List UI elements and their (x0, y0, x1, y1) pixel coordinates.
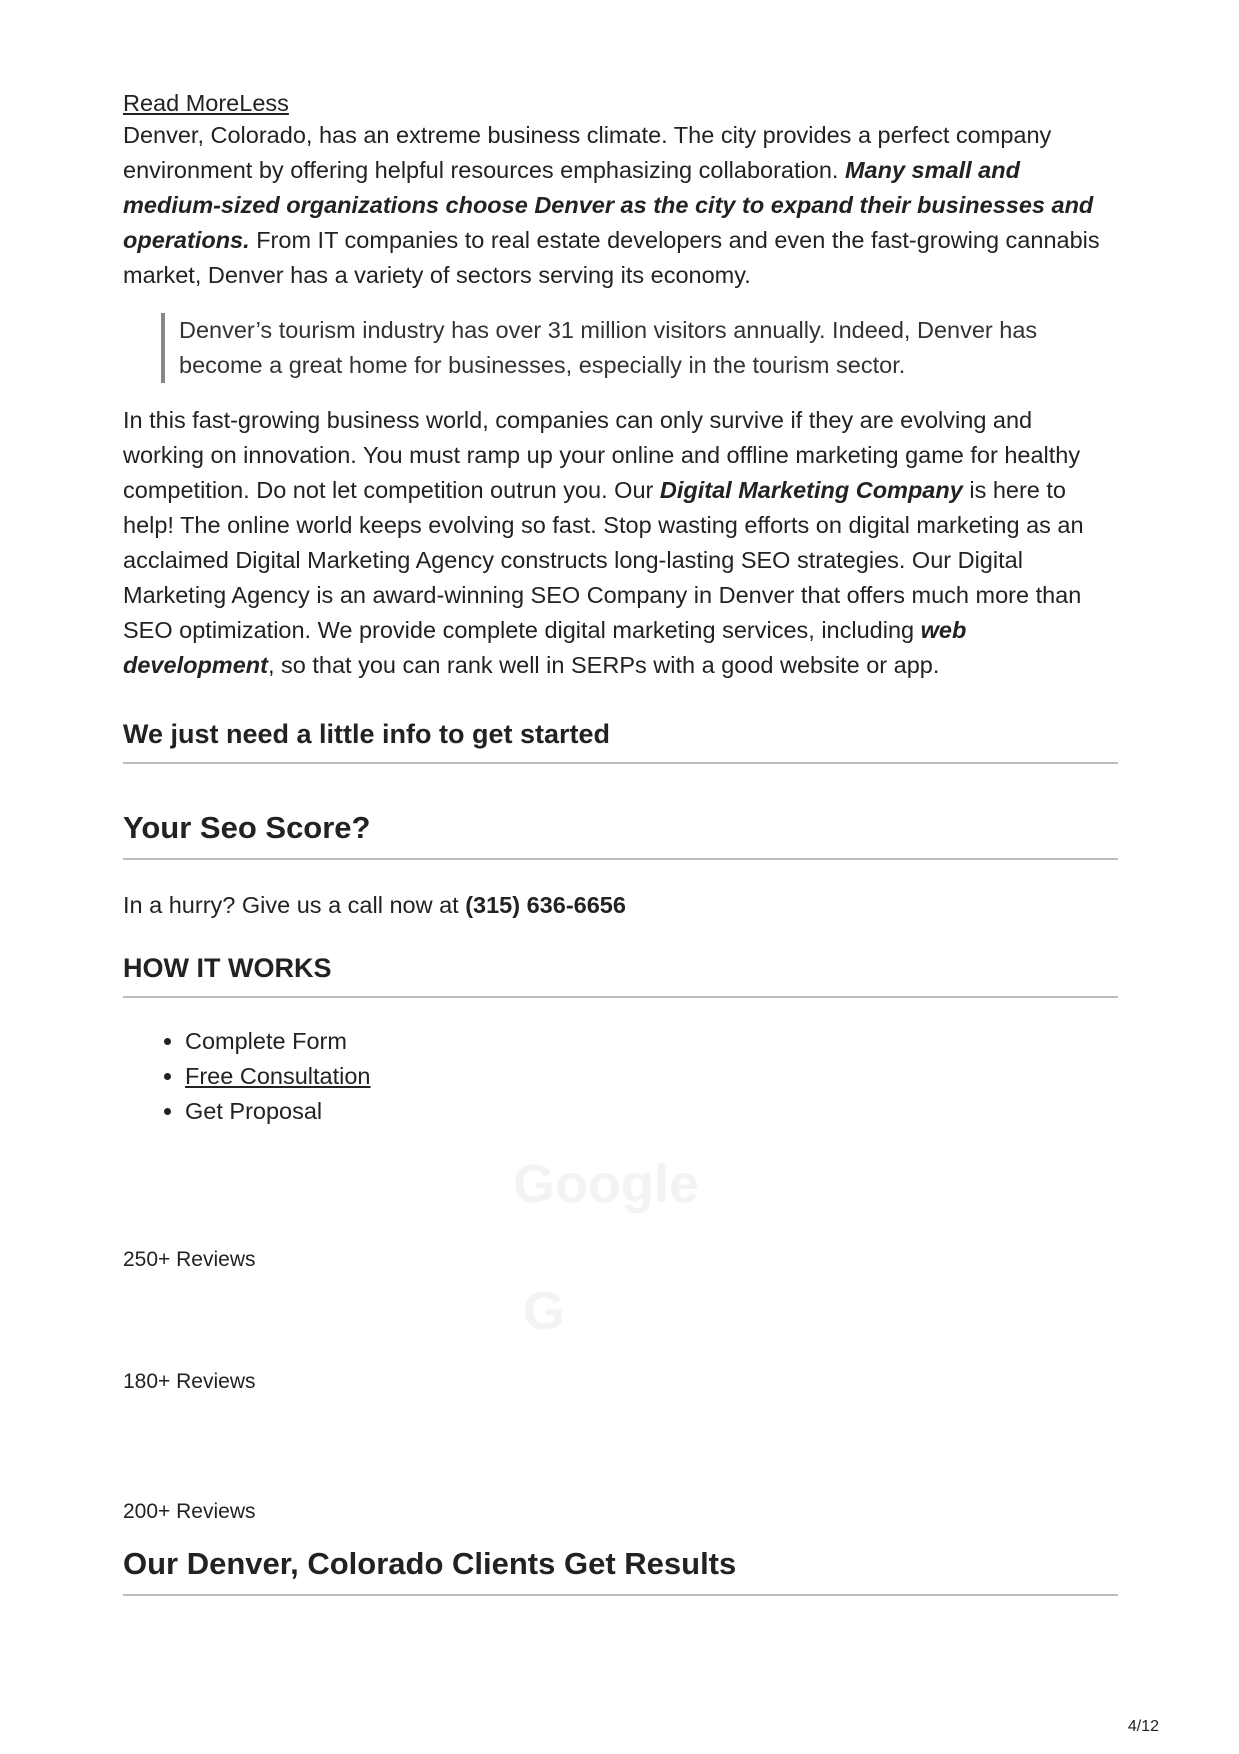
tourism-quote: Denver’s tourism industry has over 31 million visitors annually. Indeed, Denver has become a great home for businesses, especially in the tourism sector. (161, 313, 1118, 383)
body-text-1: In this fast-growing business world, companies can only survive if they are evolving and working on innovation. You must ramp up your online and offline marketing game for healthy competition. Do not let competition outrun you. Our (123, 407, 1081, 503)
digital-marketing-company-emphasis: Digital Marketing Company (659, 477, 963, 503)
free-consultation-link[interactable]: Free Consultation (185, 1063, 371, 1089)
body-text-3: , so that you can rank well in SERPs with a good website or app. (267, 652, 940, 678)
step-item-complete-form: • Complete Form (185, 1024, 1118, 1059)
review-count-3: 200+ Reviews (123, 1500, 256, 1523)
body-text-2: is here to help! The online world keeps evolving so fast. Stop wasting efforts on digital marketing as an acclaimed Digital Marketing Agency constructs long-lasting SEO strategies. Our Digital Marketing Agency is an award-winning SEO Company in Denver that offers much more than SEO optimization. We provide complete digital marketing services, including (123, 477, 1084, 643)
read-more-link[interactable]: Read MoreLess (123, 90, 289, 116)
clients-results-heading: Our Denver, Colorado Clients Get Results (123, 1546, 1118, 1596)
intro-paragraph (123, 118, 1118, 293)
review-block-2 (123, 1272, 1118, 1394)
call-text: In a hurry? Give us a call now at (123, 892, 466, 918)
how-it-works-heading: HOW IT WORKS (123, 953, 1118, 998)
step-item-get-proposal: • Get Proposal (185, 1094, 1118, 1129)
steps-list (123, 1024, 1118, 1129)
review-block-3 (123, 1394, 1118, 1524)
page-number: 4/12 (1127, 1718, 1159, 1735)
seo-score-heading: Your Seo Score? (123, 810, 1118, 860)
info-heading: We just need a little info to get started (123, 719, 1118, 764)
phone-number[interactable]: (315) 636-6656 (465, 892, 626, 918)
page-content (123, 88, 1118, 1596)
intro-text-1: Denver, Colorado, has an extreme business climate. The city provides a perfect company environment by offering helpful resources emphasizing collaboration. (123, 122, 1052, 183)
review-count-2: 180+ Reviews (123, 1370, 256, 1393)
review-block-1 (123, 1135, 1118, 1272)
intro-emphasis: Many small and medium-sized organizations choose Denver as the city to expand their businesses and operations. (123, 157, 1094, 253)
review-count-1: 250+ Reviews (123, 1248, 256, 1271)
body-paragraph (123, 403, 1118, 683)
intro-text-2: From IT companies to real estate developers and even the fast-growing cannabis market, Denver has a variety of sectors serving its economy. (123, 227, 1100, 288)
review-logo-1: Google (513, 1154, 699, 1214)
review-logo-2: G (523, 1281, 566, 1341)
call-line (123, 888, 1118, 923)
web-development-emphasis: web development (123, 617, 967, 678)
step-item-free-consultation (185, 1059, 1118, 1094)
